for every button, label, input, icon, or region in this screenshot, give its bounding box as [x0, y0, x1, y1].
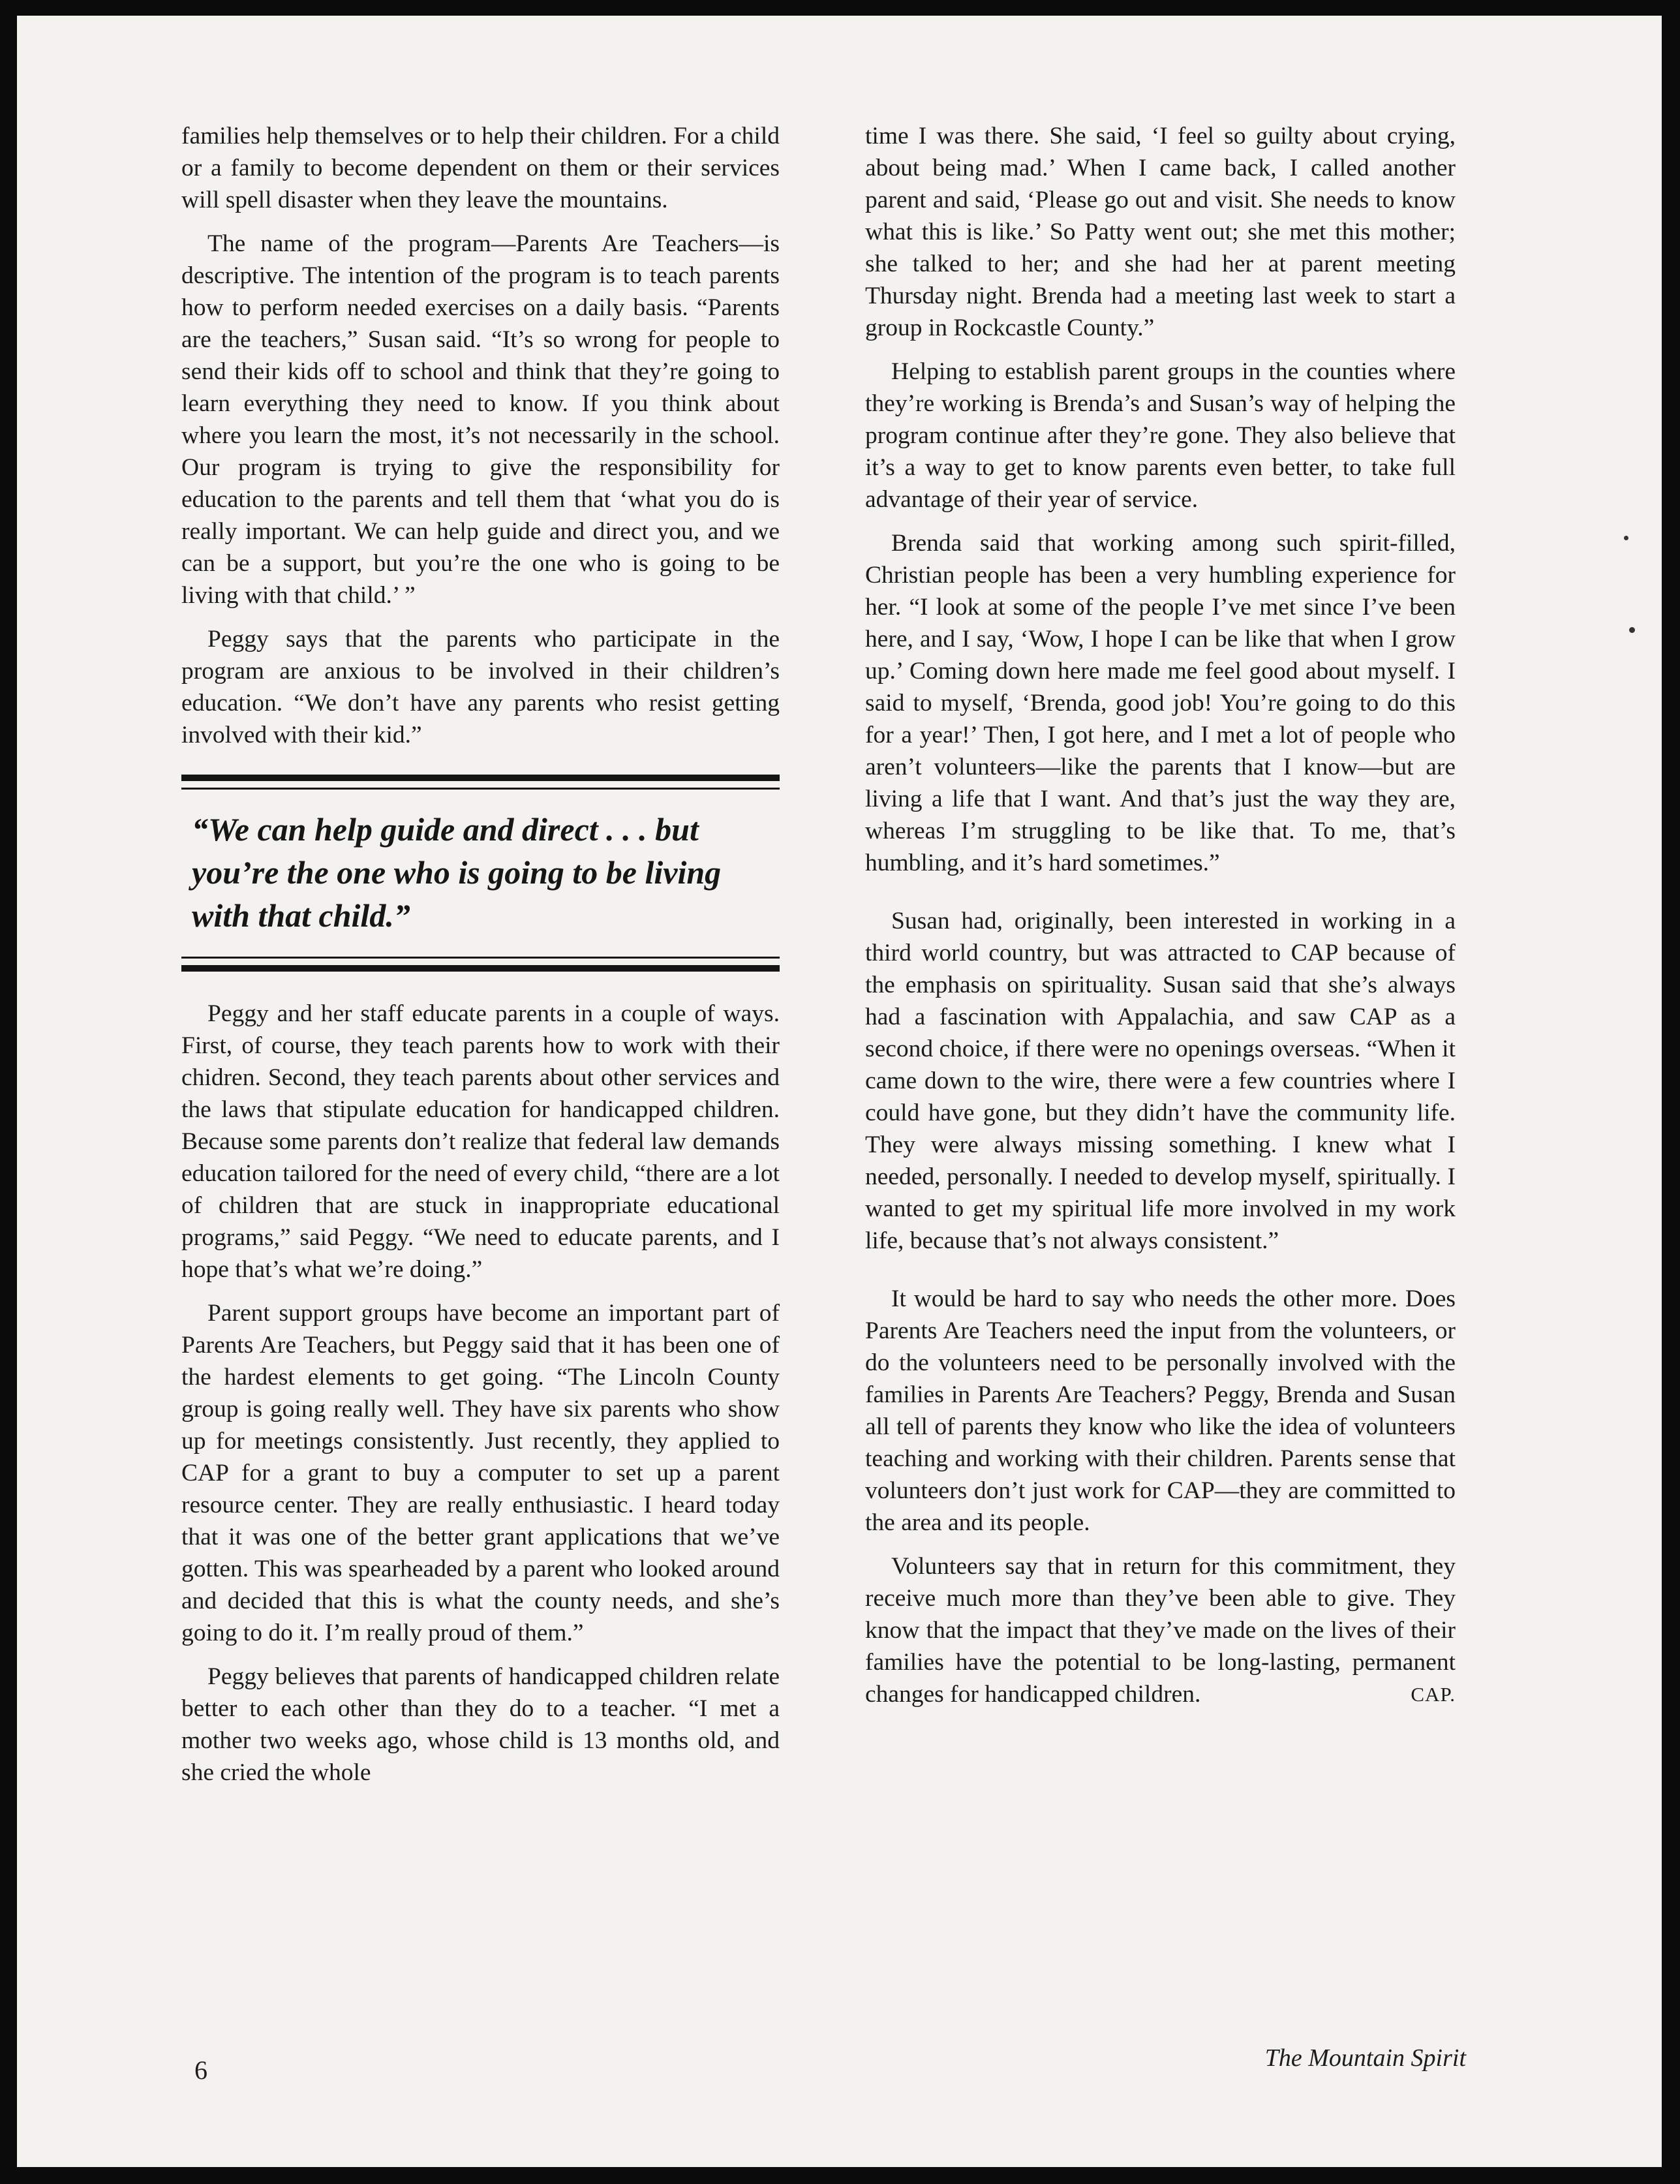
publication-title: The Mountain Spirit: [1264, 2044, 1466, 2072]
magazine-page: [17, 16, 1662, 2167]
paragraph: Peggy believes that parents of handicapped children relate better to each other than they do to a teacher. “I met a mother two weeks ago, whose child is 13 months old, and she cried the whole: [181, 1663, 780, 1786]
print-speck: [1624, 536, 1628, 540]
rule-divider: [181, 965, 780, 972]
paragraph: Peggy and her staff educate parents in a couple of ways. First, of course, they teach parents how to work with their chidren. Second, they teach parents about other services and the laws that stipulate education for handicapped children. Because some parents don’t realize that federal law demands education tailored for the need of every child, “there are a lot of children that are stuck in inappropriate educational programs,” said Peggy. “We need to educate parents, and I hope that’s what we’re doing.”: [181, 1000, 780, 1283]
paragraph: families help themselves or to help their children. For a child or a family to become dependent on them or their services will spell disaster when they leave the mountains.: [181, 123, 780, 213]
paragraph: [865, 1550, 1456, 1710]
print-speck: [1629, 627, 1635, 633]
paragraph: Brenda said that working among such spirit-filled, Christian people has been a very humbling experience for her. “I look at some of the people I’ve met since I’ve been here, and I say, ‘Wow, I hope I can be like that when I grow up.’ Coming down here made me feel good about myself. I said to myself, ‘Brenda, good job! You’re going to do this for a year!’ Then, I got here, and I met a lot of people who aren’t volunteers—like the parents that I know—but are living a life that I want. And that’s just the way they are, whereas I’m struggling to be like that. To me, that’s humbling, and it’s hard sometimes.”: [865, 530, 1456, 876]
paragraph: Susan had, originally, been interested in working in a third world country, but was attracted to CAP because of the emphasis on spirituality. Susan said that she’s always had a fascination with Appalachia, and saw CAP as a second choice, if there were no openings overseas. “When it came down to the wire, there were a few countries where I could have gone, but they didn’t have the community life. They were always missing something. I knew what I needed, personally. I needed to develop myself, spiritually. I wanted to get my spiritual life more involved in my work life, because that’s not always consistent.”: [865, 908, 1456, 1254]
rule-divider: [181, 775, 780, 781]
pull-quote: “We can help guide and direct . . . but you’re the one who is going to be living with that child.”: [192, 811, 722, 934]
paragraph: Helping to establish parent groups in the counties where they’re working is Brenda’s and Susan’s way of helping the program continue after they’re gone. They also believe that it’s a way to get to know parents even better, to take full advantage of their year of service.: [865, 358, 1456, 513]
paragraph: Parent support groups have become an important part of Parents Are Teachers, but Peggy said that it has been one of the hardest elements to get going. “The Lincoln County group is going really well. They have six parents who show up for meetings consistently. Just recently, they applied to CAP for a grant to buy a computer to set up a parent resource center. They are really enthusiastic. I heard today that it was one of the better grant applications that we’ve gotten. This was spearheaded by a parent who looked around and decided that this is what the county needs, and she’s going to do it. I’m really proud of them.”: [181, 1300, 780, 1646]
page-number: 6: [194, 2055, 207, 2085]
paragraph: Peggy says that the parents who participate in the program are anxious to be involved in their children’s education. “We don’t have any parents who resist getting involved with their kid.”: [181, 626, 780, 748]
signoff-mark: CAP.: [1411, 1683, 1456, 1706]
paragraph: time I was there. She said, ‘I feel so guilty about crying, about being mad.’ When I came back, I called another parent and said, ‘Please go out and visit. She needs to know what this is like.’ So Patty went out; she met this mother; she talked to her; and she had her at parent meeting Thursday night. Brenda had a meeting last week to start a group in Rockcastle County.”: [865, 123, 1456, 341]
closing-text: Volunteers say that in return for this commitment, they receive much more than they’ve been able to give. They know that the impact that they’ve made on the lives of their families have the potential to be long-lasting, permanent changes for handicapped children.: [865, 1553, 1456, 1708]
paragraph: It would be hard to say who needs the other more. Does Parents Are Teachers need the input from the volunteers, or do the volunteers need to be personally involved with the families in Parents Are Teachers? Peggy, Brenda and Susan all tell of parents they know who like the idea of volunteers teaching and working with their children. Parents sense that volunteers don’t just work for CAP—they are committed to the area and its people.: [865, 1285, 1456, 1536]
rule-divider: [181, 957, 780, 959]
right-column: [865, 120, 1456, 1722]
left-column: [181, 120, 780, 1800]
pull-quote-box: [181, 775, 780, 972]
paragraph: The name of the program—Parents Are Teachers—is descriptive. The intention of the program is to teach parents how to perform needed exercises on a daily basis. “Parents are the teachers,” Susan said. “It’s so wrong for people to send their kids off to school and think that they’re going to learn everything they need to know. If you think about where you learn the most, it’s not necessarily in the school. Our program is trying to give the responsibility for education to the parents and tell them that ‘what you do is really important. We can help guide and direct you, and we can be a support, but you’re the one who is going to be living with that child.’ ”: [181, 230, 780, 609]
